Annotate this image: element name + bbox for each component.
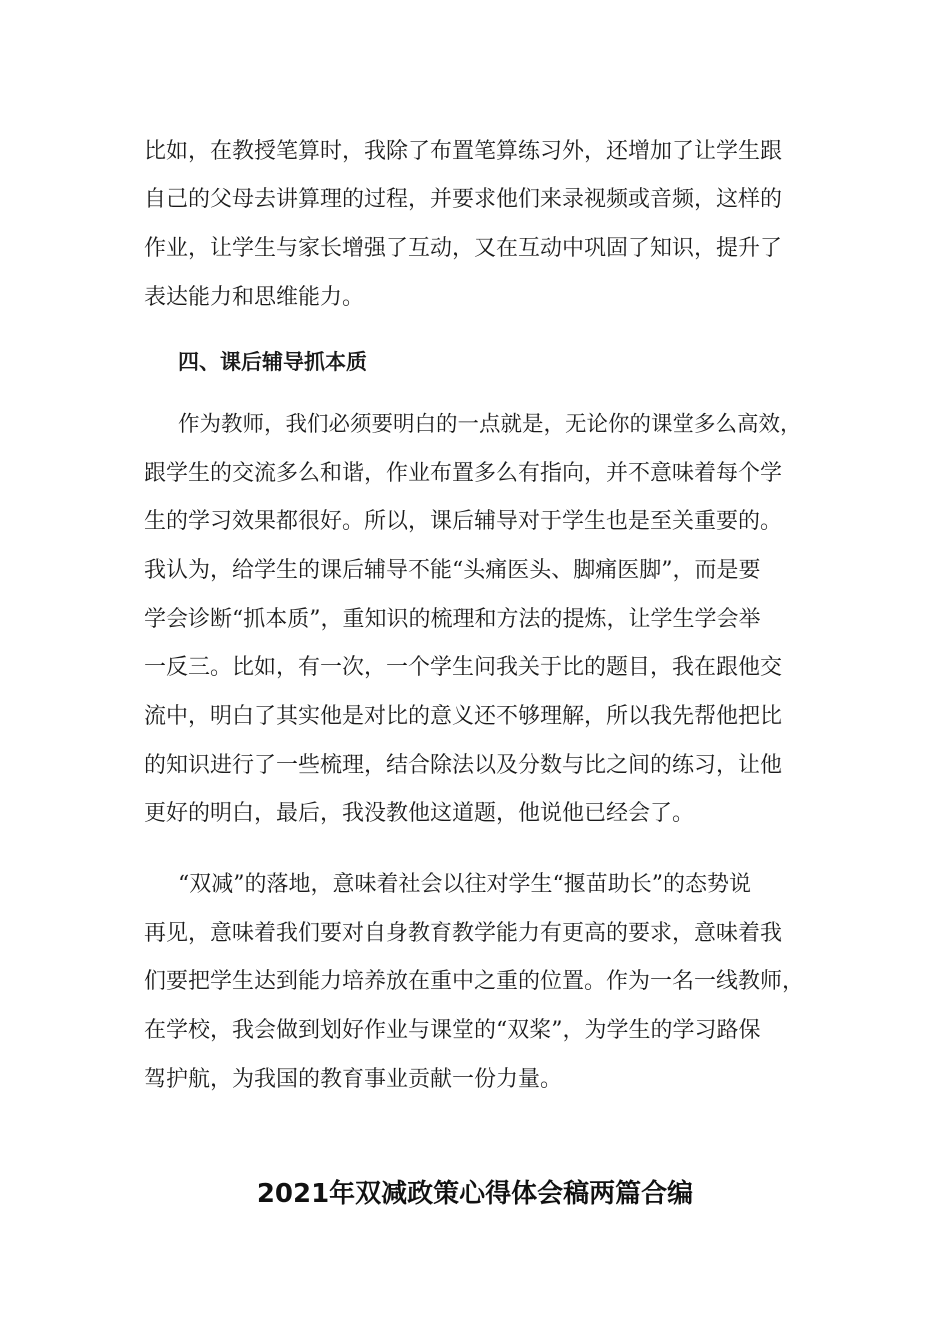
document-title: 2021年双减政策心得体会稿两篇合编 xyxy=(256,1179,694,1209)
paragraph-3-line-3: 们要把学生达到能力培养放在重中之重的位置。作为一名一线教师， xyxy=(144,969,805,994)
paragraph-3-line-4: 在学校，我会做到划好作业与课堂的“双桨”，为学生的学习路保 xyxy=(144,1018,761,1043)
paragraph-2-line-1: 作为教师，我们必须要明白的一点就是，无论你的课堂多么高效， xyxy=(178,412,802,437)
paragraph-2-line-3: 生的学习效果都很好。所以，课后辅导对于学生也是至关重要的。 xyxy=(144,509,783,534)
paragraph-1-line-3: 作业，让学生与家长增强了互动，又在互动中巩固了知识，提升了 xyxy=(144,236,783,261)
paragraph-1-line-4: 表达能力和思维能力。 xyxy=(144,285,365,310)
paragraph-1-line-2: 自己的父母去讲算理的过程，并要求他们来录视频或音频，这样的 xyxy=(144,187,783,212)
paragraph-2-line-9: 更好的明白，最后，我没教他这道题，他说他已经会了。 xyxy=(144,801,695,826)
paragraph-3-line-2: 再见，意味着我们要对自身教育教学能力有更高的要求，意味着我 xyxy=(144,921,783,946)
paragraph-3-line-1: “双减”的落地，意味着社会以往对学生“揠苗助长”的态势说 xyxy=(178,872,751,897)
section-heading: 四、课后辅导抓本质 xyxy=(178,350,367,374)
paragraph-2-line-8: 的知识进行了一些梳理，结合除法以及分数与比之间的练习，让他 xyxy=(144,753,783,778)
paragraph-2-line-6: 一反三。比如，有一次，一个学生问我关于比的题目，我在跟他交 xyxy=(144,655,783,680)
paragraph-2-line-5: 学会诊断“抓本质”，重知识的梳理和方法的提炼，让学生学会举 xyxy=(144,607,761,632)
paragraph-2-line-2: 跟学生的交流多么和谐，作业布置多么有指向，并不意味着每个学 xyxy=(144,461,783,486)
paragraph-2-line-7: 流中，明白了其实他是对比的意义还不够理解，所以我先帮他把比 xyxy=(144,704,783,729)
paragraph-2-line-4: 我认为，给学生的课后辅导不能“头痛医头、脚痛医脚”，而是要 xyxy=(144,558,761,583)
paragraph-3-line-5: 驾护航，为我国的教育事业贡献一份力量。 xyxy=(144,1067,563,1092)
paragraph-1-line-1: 比如，在教授笔算时，我除了布置笔算练习外，还增加了让学生跟 xyxy=(144,139,783,164)
